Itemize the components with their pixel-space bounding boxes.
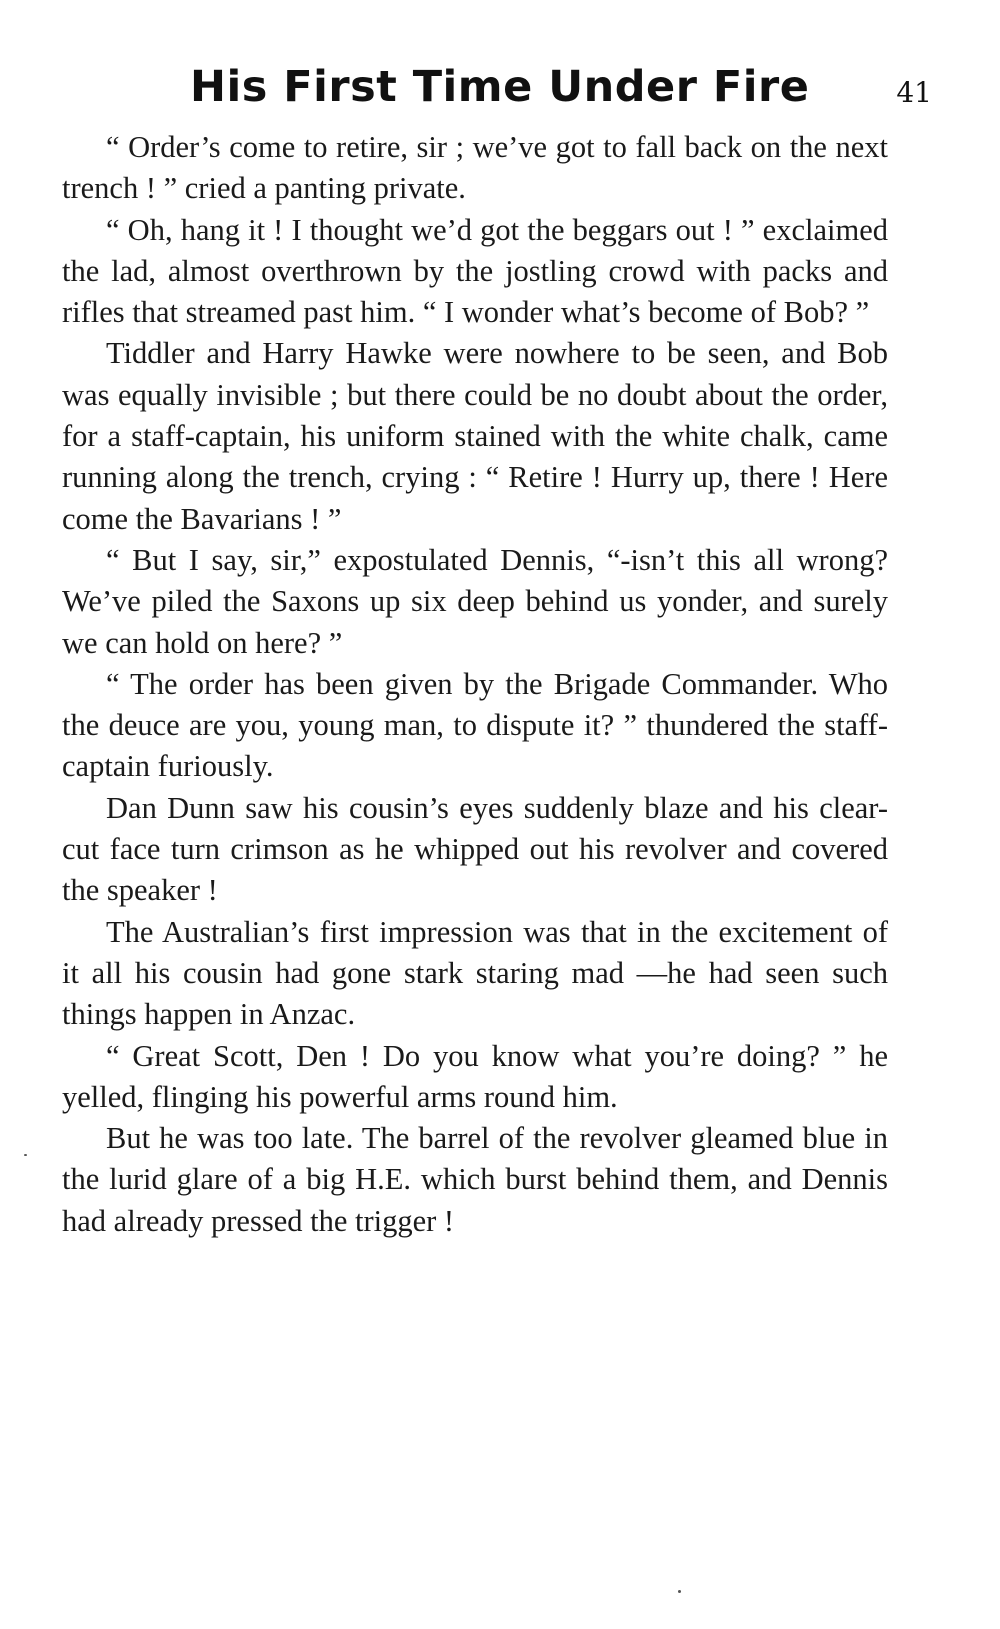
body-text bbox=[62, 127, 888, 1242]
paragraph: “ Great Scott, Den ! Do you know what you’re doing? ” he yelled, flinging his powerful arms round him. bbox=[62, 1038, 888, 1114]
paragraph: “ The order has been given by the Brigade Commander. Who the deuce are you, young man, to dispute it? ” thundered the staff-captain furiously. bbox=[62, 666, 888, 784]
running-head bbox=[60, 62, 940, 122]
scan-speck bbox=[24, 1154, 27, 1156]
paragraph: “ Order’s come to retire, sir ; we’ve got to fall back on the next trench ! ” cried a panting private. bbox=[62, 130, 888, 206]
paragraph: “ Oh, hang it ! I thought we’d got the beggars out ! ” exclaimed the lad, almost overthrown by the jostling crowd with packs and rifles that streamed past him. “ I wonder what’s become of Bob? ” bbox=[62, 212, 888, 330]
paragraph: “ But I say, sir,” expostulated Dennis, “-isn’t this all wrong? We’ve piled the Saxons up six deep behind us yonder, and surely we can hold on here? ” bbox=[62, 542, 888, 660]
paragraph: Tiddler and Harry Hawke were nowhere to be seen, and Bob was equally invisible ; but there could be no doubt about the order, for a staff-captain, his uniform stained with the white chalk, came running along the trench, crying : “ Retire ! Hurry up, there ! Here come the Bavarians ! ” bbox=[62, 336, 888, 536]
scan-speck bbox=[678, 1590, 681, 1593]
chapter-title: His First Time Under Fire bbox=[190, 62, 810, 112]
paragraph: Dan Dunn saw his cousin’s eyes suddenly blaze and his clear-cut face turn crimson as he whipped out his revolver and covered the speaker ! bbox=[62, 790, 888, 908]
paragraph: But he was too late. The barrel of the revolver gleamed blue in the lurid glare of a big H.E. which burst behind them, and Dennis had already pressed the trigger ! bbox=[62, 1121, 888, 1238]
page-number: 41 bbox=[896, 76, 932, 109]
paragraph: The Australian’s first impression was that in the excitement of it all his cousin had gone stark staring mad —he had seen such things happen in Anzac. bbox=[62, 914, 888, 1032]
